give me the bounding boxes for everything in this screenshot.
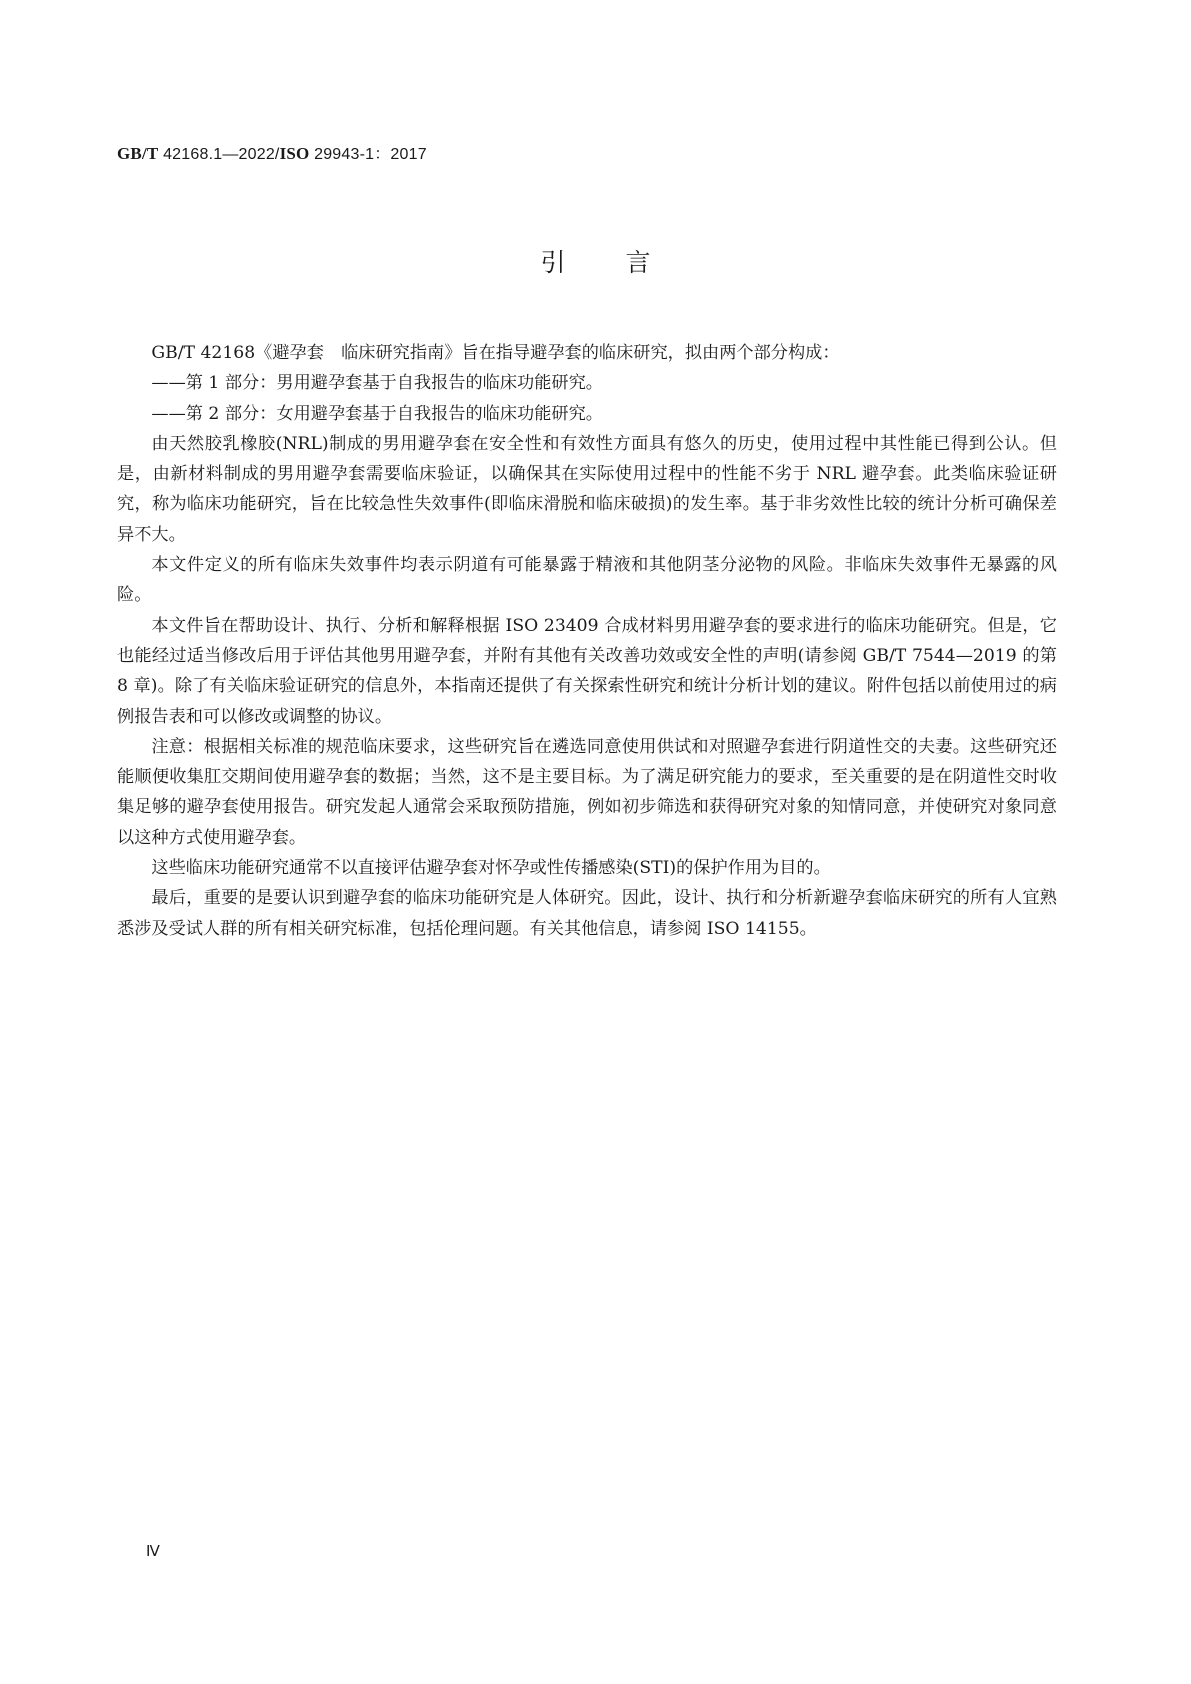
paragraph-intro: GB/T 42168《避孕套 临床研究指南》旨在指导避孕套的临床研究，拟由两个部分构成：: [151, 343, 840, 363]
paragraph-failure-events: 本文件定义的所有临床失效事件均表示阴道有可能暴露于精液和其他阴茎分泌物的风险。非临床失效事件无暴露的风险。: [117, 555, 1057, 606]
section-title: 引言: [540, 248, 711, 277]
introduction-body: [117, 338, 1057, 944]
list-item-part-2: ——第 2 部分：女用避孕套基于自我报告的临床功能研究。: [151, 403, 603, 424]
standard-number: 42168.1—2022/: [158, 146, 280, 163]
standard-prefix: GB/T: [117, 144, 159, 163]
paragraph-sti: 这些临床功能研究通常不以直接评估避孕套对怀孕或性传播感染(STI)的保护作用为目的。: [151, 858, 831, 879]
page-number: Ⅳ: [146, 1544, 160, 1560]
list-item-part-1: ——第 1 部分：男用避孕套基于自我报告的临床功能研究。: [151, 373, 603, 394]
paragraph-human-research: 最后，重要的是要认识到避孕套的临床功能研究是人体研究。因此，设计、执行和分析新避孕套临床研究的所有人宜熟悉涉及受试人群的所有相关研究标准，包括伦理问题。有关其他信息，请参阅 ISO 14155。: [117, 888, 1057, 939]
paragraph-purpose: 本文件旨在帮助设计、执行、分析和解释根据 ISO 23409 合成材料男用避孕套的要求进行的临床功能研究。但是，它也能经过适当修改后用于评估其他男用避孕套，并附有其他有关改善功效或安全性的声明(请参阅 GB/T 7544—2019 的第 8 章)。除了有关临床验证研究的信息外，本指南还提供了有关探索性研究和统计分析计划的建议。附件包括以前使用过的病例报告表和可以修改或调整的协议。: [117, 615, 1057, 727]
paragraph-nrl-history: 由天然胶乳橡胶(NRL)制成的男用避孕套在安全性和有效性方面具有悠久的历史，使用过程中其性能已得到公认。但是，由新材料制成的男用避孕套需要临床验证，以确保其在实际使用过程中的性能不劣于 NRL 避孕套。此类临床验证研究，称为临床功能研究，旨在比较急性失效事件(即临床滑脱和临床破损)的发生率。基于非劣效性比较的统计分析可确保差异不大。: [117, 433, 1057, 545]
paragraph-note: 注意：根据相关标准的规范临床要求，这些研究旨在遴选同意使用供试和对照避孕套进行阴道性交的夫妻。这些研究还能顺便收集肛交期间使用避孕套的数据；当然，这不是主要目标。为了满足研究能力的要求，至关重要的是在阴道性交时收集足够的避孕套使用报告。研究发起人通常会采取预防措施，例如初步筛选和获得研究对象的知情同意，并使研究对象同意以这种方式使用避孕套。: [117, 736, 1057, 848]
document-code-header: [117, 141, 427, 164]
iso-number: 29943-1：2017: [309, 146, 427, 163]
iso-prefix: ISO: [279, 144, 310, 163]
